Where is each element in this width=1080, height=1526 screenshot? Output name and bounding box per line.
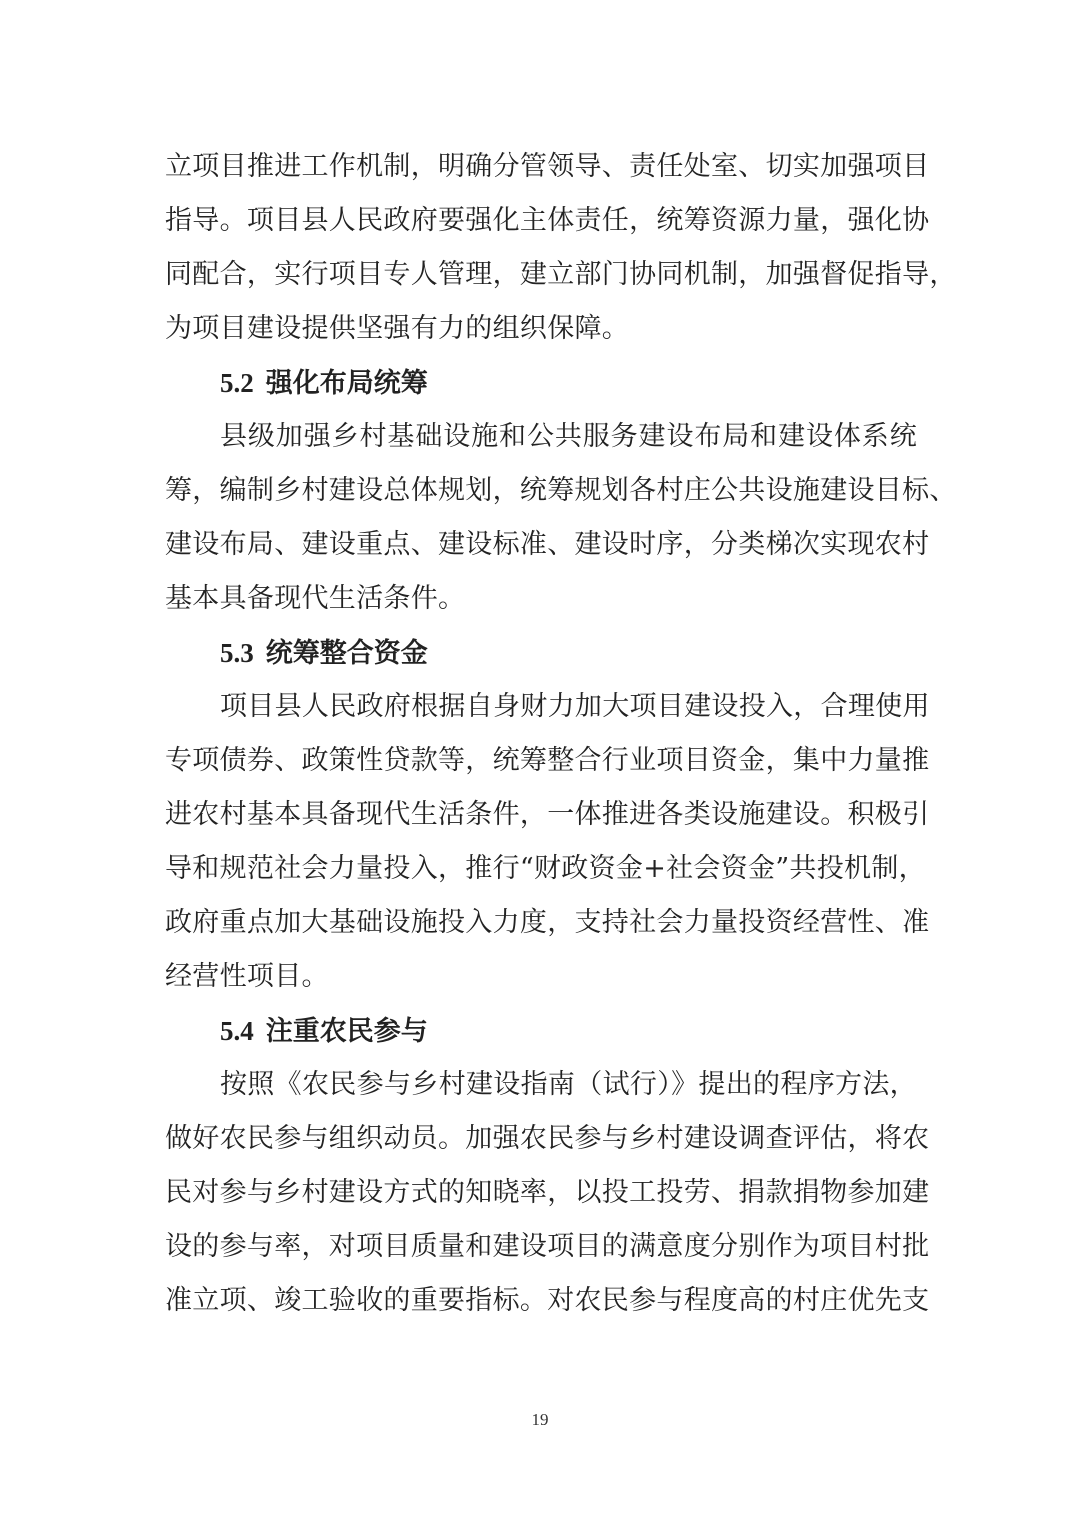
text-line: 按照《农民参与乡村建设指南（试行）》提出的程序方法， xyxy=(220,1069,917,1100)
section-number: 5.4 xyxy=(220,1016,254,1046)
text-line: 做好农民参与组织动员。加强农民参与乡村建设调查评估，将农 xyxy=(165,1123,930,1154)
document-body xyxy=(165,140,957,1328)
section-heading-5-4 xyxy=(165,1004,917,1058)
text-line: 基本具备现代生活条件。 xyxy=(165,583,466,614)
text-line: 为项目建设提供坚强有力的组织保障。 xyxy=(165,313,630,344)
section-title: 注重农民参与 xyxy=(265,1016,428,1047)
page-number: 19 xyxy=(531,1410,549,1429)
paragraph-funding-integration xyxy=(165,680,930,1004)
text-line: 经营性项目。 xyxy=(165,961,329,992)
text-line: 导和规范社会力量投入，推行“财政资金+社会资金”共投机制， xyxy=(165,853,926,884)
text-line: 进农村基本具备现代生活条件，一体推进各类设施建设。积极引 xyxy=(165,799,930,830)
section-number: 5.3 xyxy=(220,638,254,668)
text-line: 政府重点加大基础设施投入力度，支持社会力量投资经营性、准 xyxy=(165,907,930,938)
paragraph-farmer-participation xyxy=(165,1058,930,1328)
section-heading-5-2 xyxy=(165,356,917,410)
text-line: 建设布局、建设重点、建设标准、建设时序，分类梯次实现农村 xyxy=(165,529,930,560)
text-line: 项目县人民政府根据自身财力加大项目建设投入，合理使用 xyxy=(220,691,930,722)
text-line: 设的参与率，对项目质量和建设项目的满意度分别作为项目村批 xyxy=(165,1231,930,1262)
paragraph-organization-guarantee xyxy=(165,140,957,356)
paragraph-layout-planning xyxy=(165,410,957,626)
section-title: 统筹整合资金 xyxy=(265,638,428,669)
text-line: 民对参与乡村建设方式的知晓率，以投工投劳、捐款捐物参加建 xyxy=(165,1177,930,1208)
section-title: 强化布局统筹 xyxy=(265,368,428,399)
text-line: 专项债券、政策性贷款等，统筹整合行业项目资金，集中力量推 xyxy=(165,745,930,776)
text-line: 立项目推进工作机制，明确分管领导、责任处室、切实加强项目 xyxy=(165,151,930,182)
text-line: 县级加强乡村基础设施和公共服务建设布局和建设体系统 xyxy=(220,421,917,452)
text-line: 指导。项目县人民政府要强化主体责任，统筹资源力量，强化协 xyxy=(165,205,930,236)
text-line: 同配合，实行项目专人管理，建立部门协同机制，加强督促指导， xyxy=(165,259,957,290)
section-number: 5.2 xyxy=(220,368,254,398)
section-heading-5-3 xyxy=(165,626,917,680)
text-line: 筹，编制乡村建设总体规划，统筹规划各村庄公共设施建设目标、 xyxy=(165,475,957,506)
text-line: 准立项、竣工验收的重要指标。对农民参与程度高的村庄优先支 xyxy=(165,1285,930,1316)
